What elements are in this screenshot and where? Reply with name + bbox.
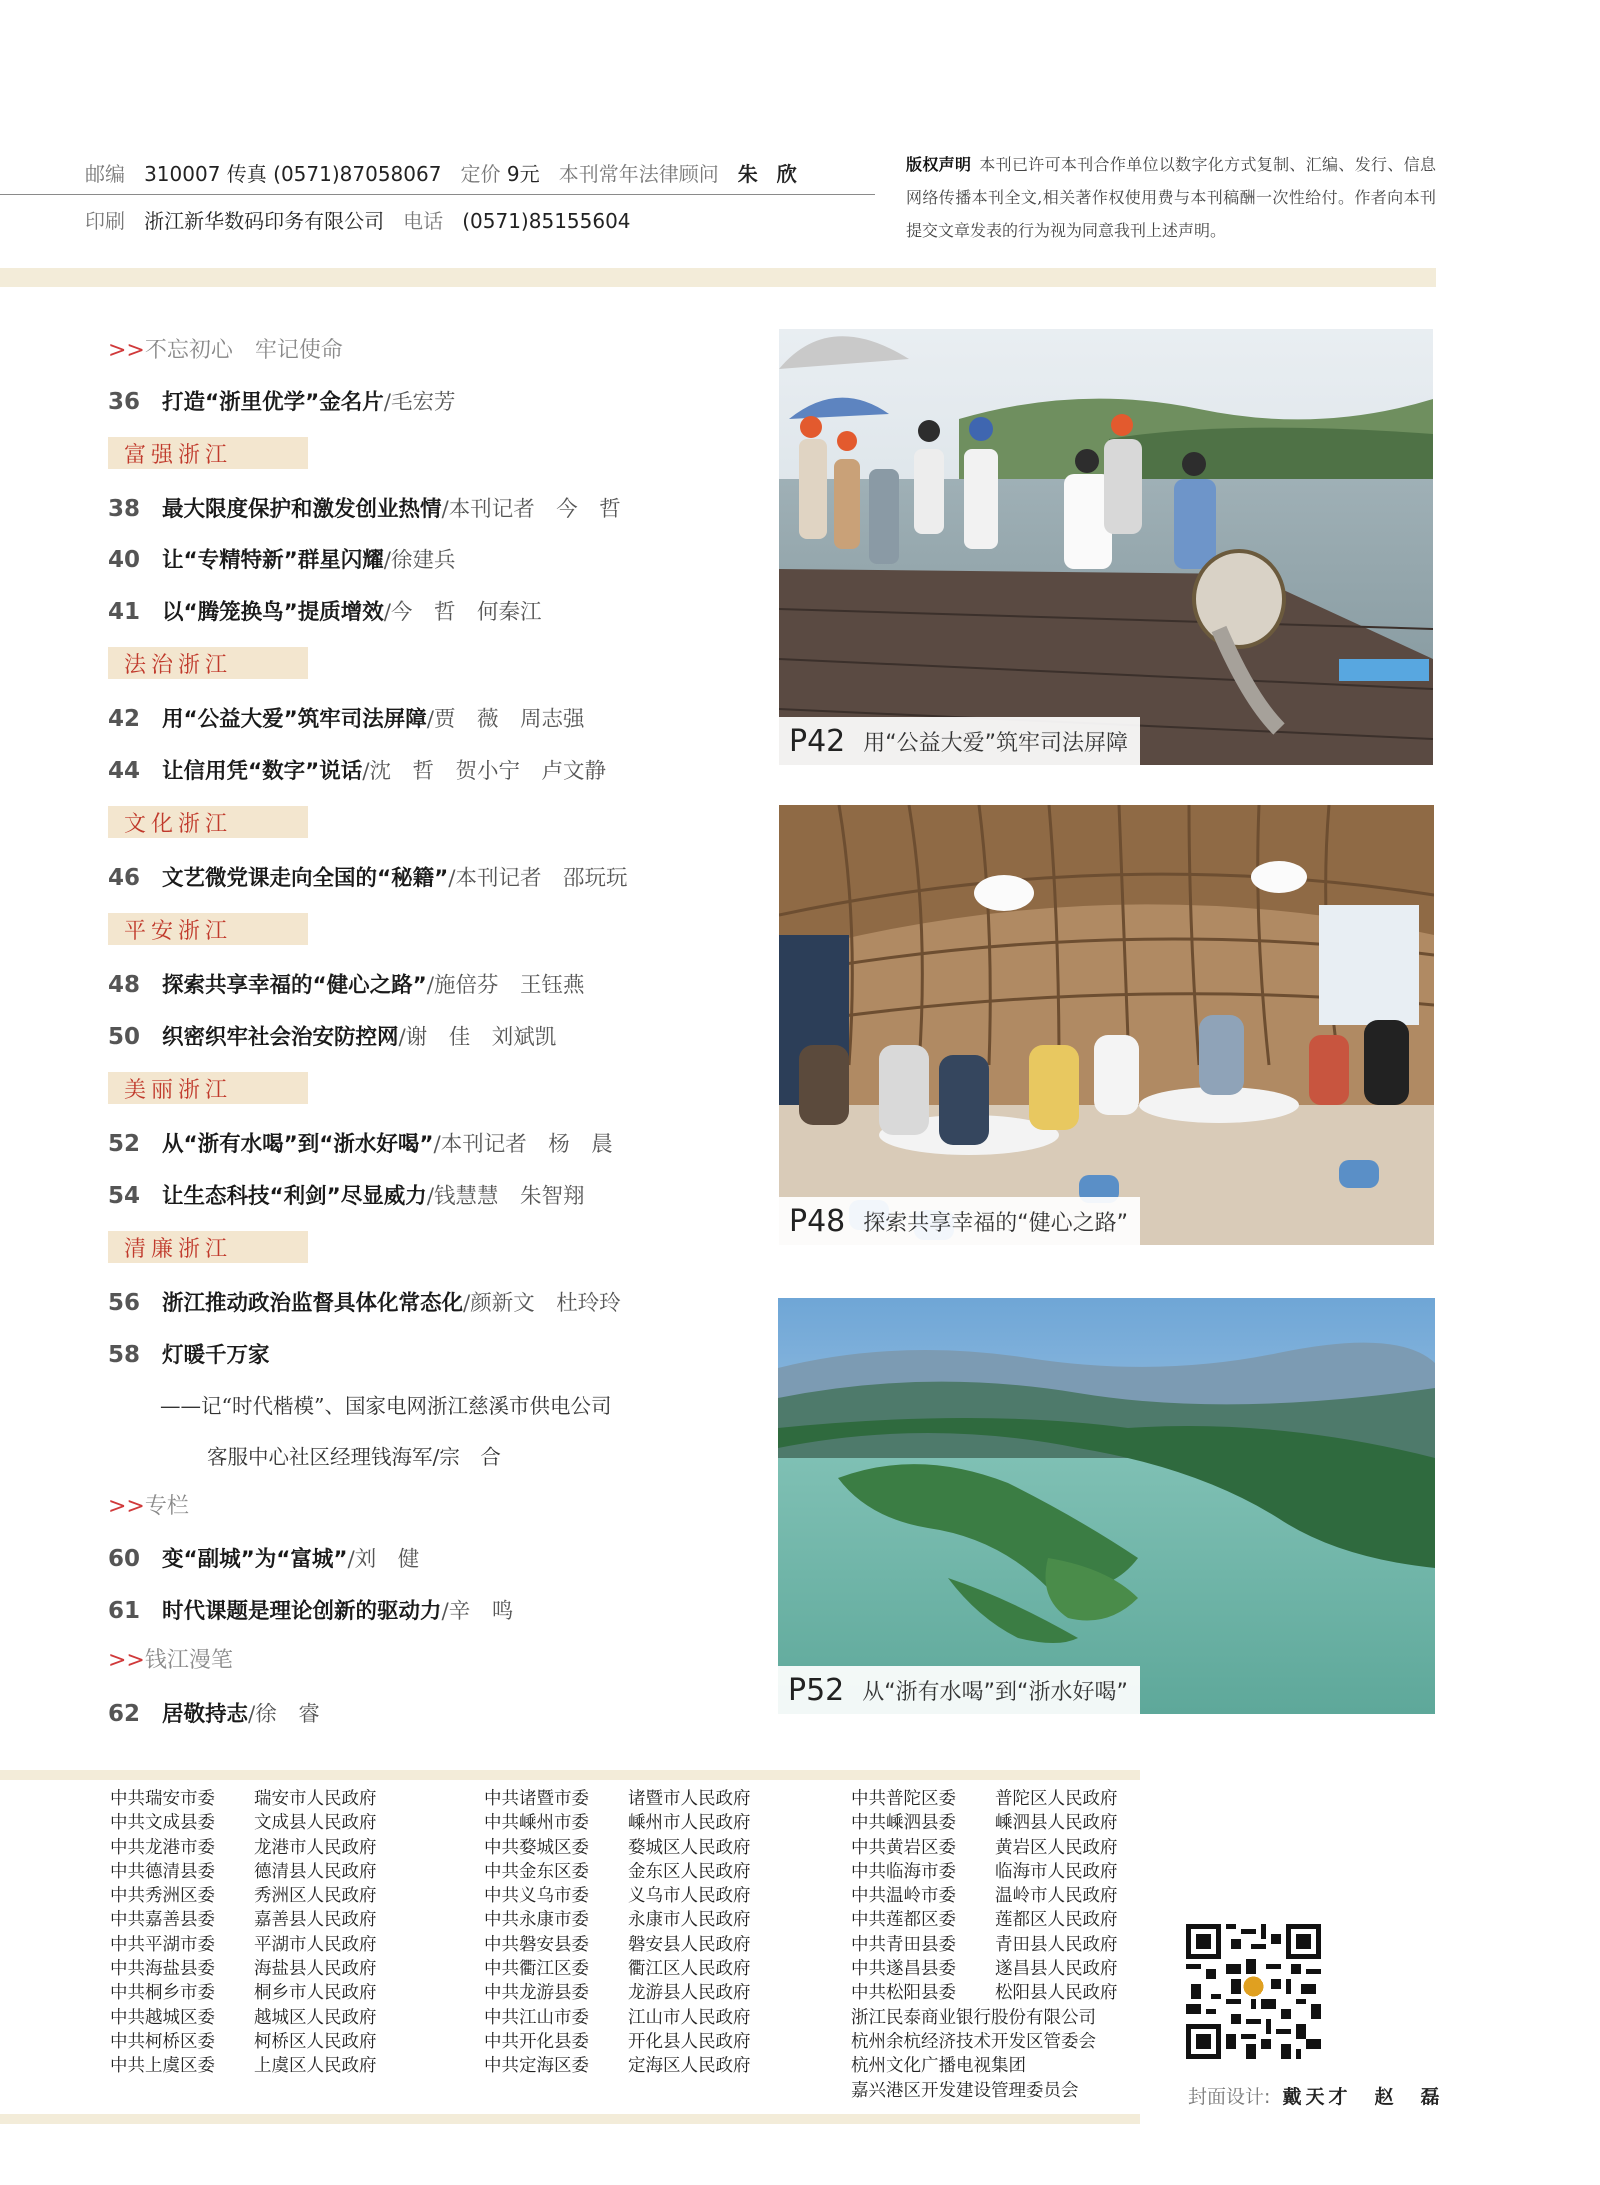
photo-caption bbox=[779, 717, 1140, 765]
entry-author: /毛宏芳 bbox=[383, 390, 456, 415]
sponsor-row: 中共诸暨市委 诸暨市人民政府 bbox=[484, 1789, 751, 1809]
entry-page: 42 bbox=[108, 706, 141, 732]
entry-page: 52 bbox=[108, 1131, 141, 1157]
photo-caption bbox=[778, 1666, 1140, 1714]
entry-author: /本刊记者 今 哲 bbox=[441, 497, 621, 522]
entry-author: /贾 薇 周志强 bbox=[426, 707, 585, 732]
postcode: 310007 bbox=[144, 162, 221, 186]
entry-author: /本刊记者 邵玩玩 bbox=[448, 866, 628, 891]
toc-entry[interactable] bbox=[108, 385, 456, 416]
entry-title: 居敬持志 bbox=[162, 1702, 249, 1727]
category-text: 文化浙江 bbox=[124, 812, 233, 837]
fax: (0571)87058067 bbox=[273, 162, 442, 186]
sponsor-row: 中共黄岩区委 黄岩区人民政府 bbox=[851, 1837, 1118, 1858]
qr-code-icon[interactable] bbox=[1186, 1924, 1321, 2059]
section-header bbox=[108, 1489, 189, 1520]
entry-title: 灯暖千万家 bbox=[162, 1343, 270, 1368]
entry-title: 文艺微党课走向全国的“秘籍” bbox=[162, 866, 449, 891]
sponsor-column-1 bbox=[110, 1787, 377, 2079]
toc-entry[interactable] bbox=[108, 492, 621, 523]
postcode-label: 邮编 bbox=[85, 162, 125, 186]
entry-page: 41 bbox=[108, 599, 141, 625]
designer-names: 戴天才 赵 磊 bbox=[1282, 2086, 1444, 2108]
sponsor-row: 中共龙港市委 龙港市人民政府 bbox=[110, 1837, 377, 1858]
sponsor-row: 中共嵊泗县委 嵊泗县人民政府 bbox=[851, 1813, 1118, 1834]
sponsor-band-bottom bbox=[0, 2114, 1140, 2124]
sponsor-row: 中共松阳县委 松阳县人民政府 bbox=[851, 1983, 1118, 2004]
entry-title: 浙江推动政治监督具体化常态化 bbox=[162, 1291, 464, 1316]
entry-page: 48 bbox=[108, 972, 141, 998]
cover-designer bbox=[1188, 2082, 1444, 2109]
toc-entry[interactable] bbox=[108, 968, 585, 999]
category-text: 平安浙江 bbox=[124, 919, 233, 944]
printer-label: 印刷 bbox=[85, 209, 125, 233]
category-label bbox=[108, 913, 308, 945]
entry-page: 44 bbox=[108, 758, 141, 784]
entry-author: /钱慧慧 朱智翔 bbox=[426, 1184, 585, 1209]
caption-text: 探索共享幸福的“健心之路” bbox=[863, 1210, 1129, 1236]
sponsor-row: 中共秀洲区委 秀洲区人民政府 bbox=[110, 1886, 377, 1907]
toc-entry[interactable] bbox=[108, 754, 606, 785]
category-label bbox=[108, 806, 308, 838]
sponsor-row: 中共莲都区委 莲都区人民政府 bbox=[851, 1910, 1118, 1931]
price-label: 定价 bbox=[460, 162, 501, 186]
copyright-text: 本刊已许可本刊合作单位以数字化方式复制、汇编、发行、信息网络传播本刊全文,相关著作权使用费与本刊稿酬一次性给付。作者向本刊提交文章发表的行为视为同意我刊上述声明。 bbox=[906, 155, 1436, 240]
sponsor-row: 中共普陀区委 普陀区人民政府 bbox=[851, 1789, 1118, 1809]
section-arrow: >> bbox=[108, 1648, 145, 1673]
sponsor-row: 中共海盐县委 海盐县人民政府 bbox=[110, 1959, 377, 1980]
entry-page: 62 bbox=[108, 1701, 141, 1727]
photo-reservoir[interactable] bbox=[778, 1298, 1435, 1714]
entry-title: 让“专精特新”群星闪耀 bbox=[162, 548, 384, 573]
sponsor-row: 中共瑞安市委 瑞安市人民政府 bbox=[110, 1789, 377, 1809]
counsel: 朱 欣 bbox=[737, 162, 803, 186]
entry-title: 最大限度保护和激发创业热情 bbox=[162, 497, 442, 522]
sponsor-band-top bbox=[0, 1770, 1140, 1780]
entry-page: 54 bbox=[108, 1183, 141, 1209]
caption-text: 从“浙有水喝”到“浙水好喝” bbox=[862, 1679, 1128, 1705]
entry-author: /施倍芬 王钰燕 bbox=[426, 973, 585, 998]
entry-title: 时代课题是理论创新的驱动力 bbox=[162, 1599, 442, 1624]
price: 9元 bbox=[506, 162, 540, 186]
entry-page: 58 bbox=[108, 1342, 141, 1368]
caption-page: P42 bbox=[789, 723, 846, 759]
sponsor-row: 中共上虞区委 上虞区人民政府 bbox=[110, 2056, 377, 2077]
sponsor-row: 中共定海区委 定海区人民政府 bbox=[484, 2056, 751, 2077]
sponsor-row: 浙江民泰商业银行股份有限公司 bbox=[851, 2007, 1096, 2028]
fish-release-illustration bbox=[779, 329, 1433, 765]
category-label bbox=[108, 1231, 308, 1263]
header-divider bbox=[0, 194, 875, 195]
copyright-notice bbox=[906, 148, 1436, 247]
sponsor-row: 中共遂昌县委 遂昌县人民政府 bbox=[851, 1959, 1118, 1980]
caption-page: P52 bbox=[788, 1672, 845, 1708]
entry-title: 织密织牢社会治安防控网 bbox=[162, 1025, 399, 1050]
sponsor-column-2 bbox=[484, 1787, 751, 2079]
entry-title: 用“公益大爱”筑牢司法屏障 bbox=[162, 707, 427, 732]
entry-title: 打造“浙里优学”金名片 bbox=[162, 390, 384, 415]
toc-entry[interactable] bbox=[108, 702, 585, 733]
section-header bbox=[108, 1643, 233, 1674]
sponsor-row: 中共江山市委 江山市人民政府 bbox=[484, 2007, 751, 2028]
entry-title: 以“腾笼换鸟”提质增效 bbox=[162, 600, 384, 625]
sponsor-row: 中共桐乡市委 桐乡市人民政府 bbox=[110, 1983, 377, 2004]
entry-author: /今 哲 何秦江 bbox=[383, 600, 542, 625]
entry-title: 从“浙有水喝”到“浙水好喝” bbox=[162, 1132, 434, 1157]
counsel-label: 本刊常年法律顾问 bbox=[558, 162, 719, 186]
reservoir-illustration bbox=[778, 1298, 1435, 1714]
masthead-info-row bbox=[85, 158, 803, 187]
toc-entry[interactable] bbox=[108, 1594, 513, 1625]
sponsor-row: 中共龙游县委 龙游县人民政府 bbox=[484, 1983, 751, 2004]
entry-author: /徐 睿 bbox=[248, 1702, 320, 1727]
section-title: 钱江漫笔 bbox=[144, 1648, 233, 1673]
toc-entry[interactable] bbox=[108, 1542, 419, 1573]
section-arrow: >> bbox=[108, 1494, 145, 1519]
photo-community-room[interactable] bbox=[779, 805, 1434, 1245]
sponsor-row: 中共嵊州市委 嵊州市人民政府 bbox=[484, 1813, 751, 1834]
category-text: 清廉浙江 bbox=[124, 1237, 233, 1262]
entry-page: 38 bbox=[108, 496, 141, 522]
category-label bbox=[108, 647, 308, 679]
toc-entry[interactable] bbox=[108, 861, 628, 892]
entry-author: /沈 哲 贺小宁 卢文静 bbox=[362, 759, 607, 784]
sponsor-row: 中共金东区委 金东区人民政府 bbox=[484, 1861, 751, 1882]
toc-entry[interactable] bbox=[108, 1127, 613, 1158]
sponsor-row: 嘉兴港区开发建设管理委员会 bbox=[851, 2080, 1079, 2101]
entry-title: 让生态科技“利剑”尽显威力 bbox=[162, 1184, 427, 1209]
category-text: 法治浙江 bbox=[124, 653, 233, 678]
sponsor-row: 中共磐安县委 磐安县人民政府 bbox=[484, 1934, 751, 1955]
entry-page: 50 bbox=[108, 1024, 141, 1050]
toc-entry[interactable] bbox=[108, 1697, 320, 1728]
entry-page: 36 bbox=[108, 389, 141, 415]
community-room-illustration bbox=[779, 805, 1434, 1245]
section-title: 专栏 bbox=[144, 1494, 189, 1519]
entry-author: /颜新文 杜玲玲 bbox=[463, 1291, 621, 1316]
phone-label: 电话 bbox=[403, 209, 444, 233]
entry-page: 60 bbox=[108, 1546, 141, 1572]
category-text: 美丽浙江 bbox=[124, 1078, 233, 1103]
caption-text: 用“公益大爱”筑牢司法屏障 bbox=[863, 730, 1129, 756]
sponsor-row: 中共青田县委 青田县人民政府 bbox=[851, 1934, 1118, 1955]
toc-entry[interactable] bbox=[108, 1338, 270, 1369]
category-text: 富强浙江 bbox=[124, 443, 233, 468]
printer-info-row bbox=[85, 205, 631, 234]
entry-author: /谢 佳 刘斌凯 bbox=[398, 1025, 557, 1050]
sponsor-row: 中共衢江区委 衢江区人民政府 bbox=[484, 1959, 751, 1980]
photo-caption bbox=[779, 1197, 1140, 1245]
toc-entry[interactable] bbox=[108, 543, 456, 574]
category-label bbox=[108, 1072, 308, 1104]
copyright-title: 版权声明 bbox=[906, 155, 972, 174]
printer: 浙江新华数码印务有限公司 bbox=[144, 209, 385, 233]
sponsor-row: 中共临海市委 临海市人民政府 bbox=[851, 1861, 1118, 1882]
entry-author: /辛 鸣 bbox=[441, 1599, 514, 1624]
entry-subtitle: ——记“时代楷模”、国家电网浙江慈溪市供电公司 bbox=[160, 1394, 612, 1418]
entry-author: /徐建兵 bbox=[383, 548, 456, 573]
entry-subtitle: 客服中心社区经理钱海军/宗 合 bbox=[207, 1445, 501, 1469]
entry-page: 61 bbox=[108, 1598, 141, 1624]
entry-title: 让信用凭“数字”说话 bbox=[162, 759, 363, 784]
top-band bbox=[0, 268, 1436, 287]
sponsor-row: 中共开化县委 开化县人民政府 bbox=[484, 2031, 751, 2052]
entry-page: 40 bbox=[108, 547, 141, 573]
fax-label: 传真 bbox=[226, 162, 267, 186]
sponsor-row: 杭州文化广播电视集团 bbox=[851, 2056, 1026, 2077]
caption-page: P48 bbox=[789, 1203, 846, 1239]
sponsor-row: 中共温岭市委 温岭市人民政府 bbox=[851, 1886, 1118, 1907]
entry-title: 探索共享幸福的“健心之路” bbox=[162, 973, 427, 998]
sponsor-column-3 bbox=[851, 1787, 1118, 2103]
category-label bbox=[108, 437, 308, 469]
sponsor-row: 中共柯桥区委 柯桥区人民政府 bbox=[110, 2031, 377, 2052]
sponsor-row: 中共文成县委 文成县人民政府 bbox=[110, 1813, 377, 1834]
toc-entry[interactable] bbox=[108, 595, 542, 626]
designer-label: 封面设计: bbox=[1188, 2086, 1271, 2108]
sponsor-row: 中共义乌市委 义乌市人民政府 bbox=[484, 1886, 751, 1907]
section-header bbox=[108, 333, 343, 364]
section-arrow: >> bbox=[108, 338, 145, 363]
sponsor-row: 中共平湖市委 平湖市人民政府 bbox=[110, 1934, 377, 1955]
sponsor-row: 中共越城区委 越城区人民政府 bbox=[110, 2007, 377, 2028]
sponsor-row: 中共嘉善县委 嘉善县人民政府 bbox=[110, 1910, 377, 1931]
sponsor-row: 中共永康市委 永康市人民政府 bbox=[484, 1910, 751, 1931]
entry-page: 56 bbox=[108, 1290, 141, 1316]
section-title: 不忘初心 牢记使命 bbox=[144, 338, 343, 363]
entry-author: /本刊记者 杨 晨 bbox=[433, 1132, 613, 1157]
toc-entry[interactable] bbox=[108, 1020, 556, 1051]
toc-entry[interactable] bbox=[108, 1179, 585, 1210]
phone: (0571)85155604 bbox=[462, 209, 631, 233]
sponsor-row: 中共婺城区委 婺城区人民政府 bbox=[484, 1837, 751, 1858]
toc-entry[interactable] bbox=[108, 1286, 621, 1317]
entry-title: 变“副城”为“富城” bbox=[162, 1547, 348, 1572]
entry-page: 46 bbox=[108, 865, 141, 891]
sponsor-row: 中共德清县委 德清县人民政府 bbox=[110, 1861, 377, 1882]
sponsor-row: 杭州余杭经济技术开发区管委会 bbox=[851, 2031, 1096, 2052]
entry-author: /刘 健 bbox=[347, 1547, 420, 1572]
photo-fish-release[interactable] bbox=[779, 329, 1433, 765]
